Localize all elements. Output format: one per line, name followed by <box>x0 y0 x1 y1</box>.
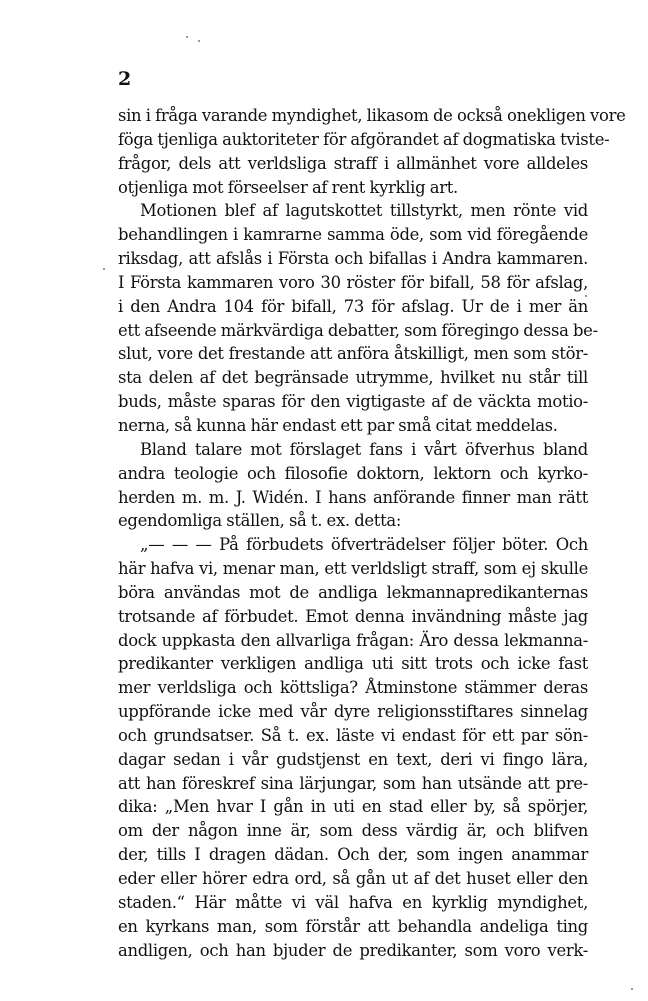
text-line: predikanter verkligen andliga uti sitt trots och icke fast <box>118 654 588 674</box>
text-line: uppförande icke med vår dyre religionsstiftares sinnelag <box>118 702 588 722</box>
text-line: riksdag, att afslås i Första och bifallas i Andra kammaren. <box>118 249 588 269</box>
text-line: nerna, så kunna här endast ett par små citat meddelas. <box>118 415 558 435</box>
print-speck <box>198 40 200 42</box>
text-line: föga tjenliga auktoriteter för afgörandet af dogmatiska tviste- <box>118 129 610 149</box>
text-line: och grundsatser. Så t. ex. läste vi endast för ett par sön- <box>118 725 588 745</box>
text-line: dika: „Men hvar I gån in uti en stad eller by, så spörjer, <box>118 797 588 817</box>
print-speck <box>186 36 188 38</box>
page-number: 2 <box>118 68 132 90</box>
text-line: om der någon inne är, som dess värdig är, och blifven <box>118 821 588 841</box>
text-line: böra användas mot de andliga lekmannapredikanternas <box>118 582 588 602</box>
text-line: mer verldsliga och köttsliga? Åtminstone stämmer deras <box>118 678 588 698</box>
body-text <box>118 104 626 962</box>
text-line: behandlingen i kamrarne samma öde, som vid föregående <box>118 225 588 245</box>
text-line: staden.“ Här måtte vi väl hafva en kyrklig myndighet, <box>118 892 588 912</box>
text-line: Bland talare mot förslaget fans i vårt öfverhus bland <box>140 439 588 459</box>
text-line: sin i fråga varande myndighet, likasom de också onekligen vore <box>118 106 626 125</box>
text-line: I Första kammaren voro 30 röster för bifall, 58 för afslag, <box>118 272 588 292</box>
text-line: slut, vore det frestande att anföra åtskilligt, men som stör- <box>118 344 588 364</box>
text-line: dagar sedan i vår gudstjenst en text, deri vi fingo lära, <box>118 749 588 769</box>
text-line: eder eller hörer edra ord, så gån ut af det huset eller den <box>118 869 588 888</box>
print-speck <box>103 268 105 270</box>
text-line: ett afseende märkvärdiga debatter, som föregingo dessa be- <box>118 320 598 340</box>
text-line: här hafva vi, menar man, ett verldsligt straff, som ej skulle <box>118 559 588 579</box>
text-line: frågor, dels att verldsliga straff i allmänhet vore alldeles <box>118 153 588 173</box>
text-line: Motionen blef af lagutskottet tillstyrkt, men rönte vid <box>140 201 588 221</box>
text-line: trotsande af förbudet. Emot denna invändning måste jag <box>118 606 588 626</box>
text-line: sta delen af det begränsade utrymme, hvilket nu står till <box>118 368 588 388</box>
text-line: herden m. m. J. Widén. I hans anförande finner man rätt <box>118 487 588 507</box>
text-line: otjenliga mot förseelser af rent kyrklig art. <box>118 177 458 197</box>
text-line: andligen, och han bjuder de predikanter, som voro verk- <box>118 940 588 960</box>
text-line: der, tills I dragen dädan. Och der, som ingen anammar <box>118 845 588 865</box>
print-speck <box>585 295 587 297</box>
text-line: en kyrkans man, som förstår att behandla andeliga ting <box>118 916 588 936</box>
text-line: andra teologie och filosofie doktorn, lektorn och kyrko- <box>118 463 588 483</box>
text-line: att han föreskref sina lärjungar, som han utsände att pre- <box>118 773 588 793</box>
text-line: dock uppkasta den allvarliga frågan: Äro dessa lekmanna- <box>118 630 588 650</box>
text-line: egendomliga ställen, så t. ex. detta: <box>118 511 402 531</box>
text-line: i den Andra 104 för bifall, 73 för afslag. Ur de i mer än <box>118 296 588 316</box>
text-line: „— — — På förbudets öfverträdelser följer böter. Och <box>140 535 588 555</box>
text-line: buds, måste sparas för den vigtigaste af de väckta motio- <box>118 392 588 412</box>
print-speck <box>631 988 633 990</box>
